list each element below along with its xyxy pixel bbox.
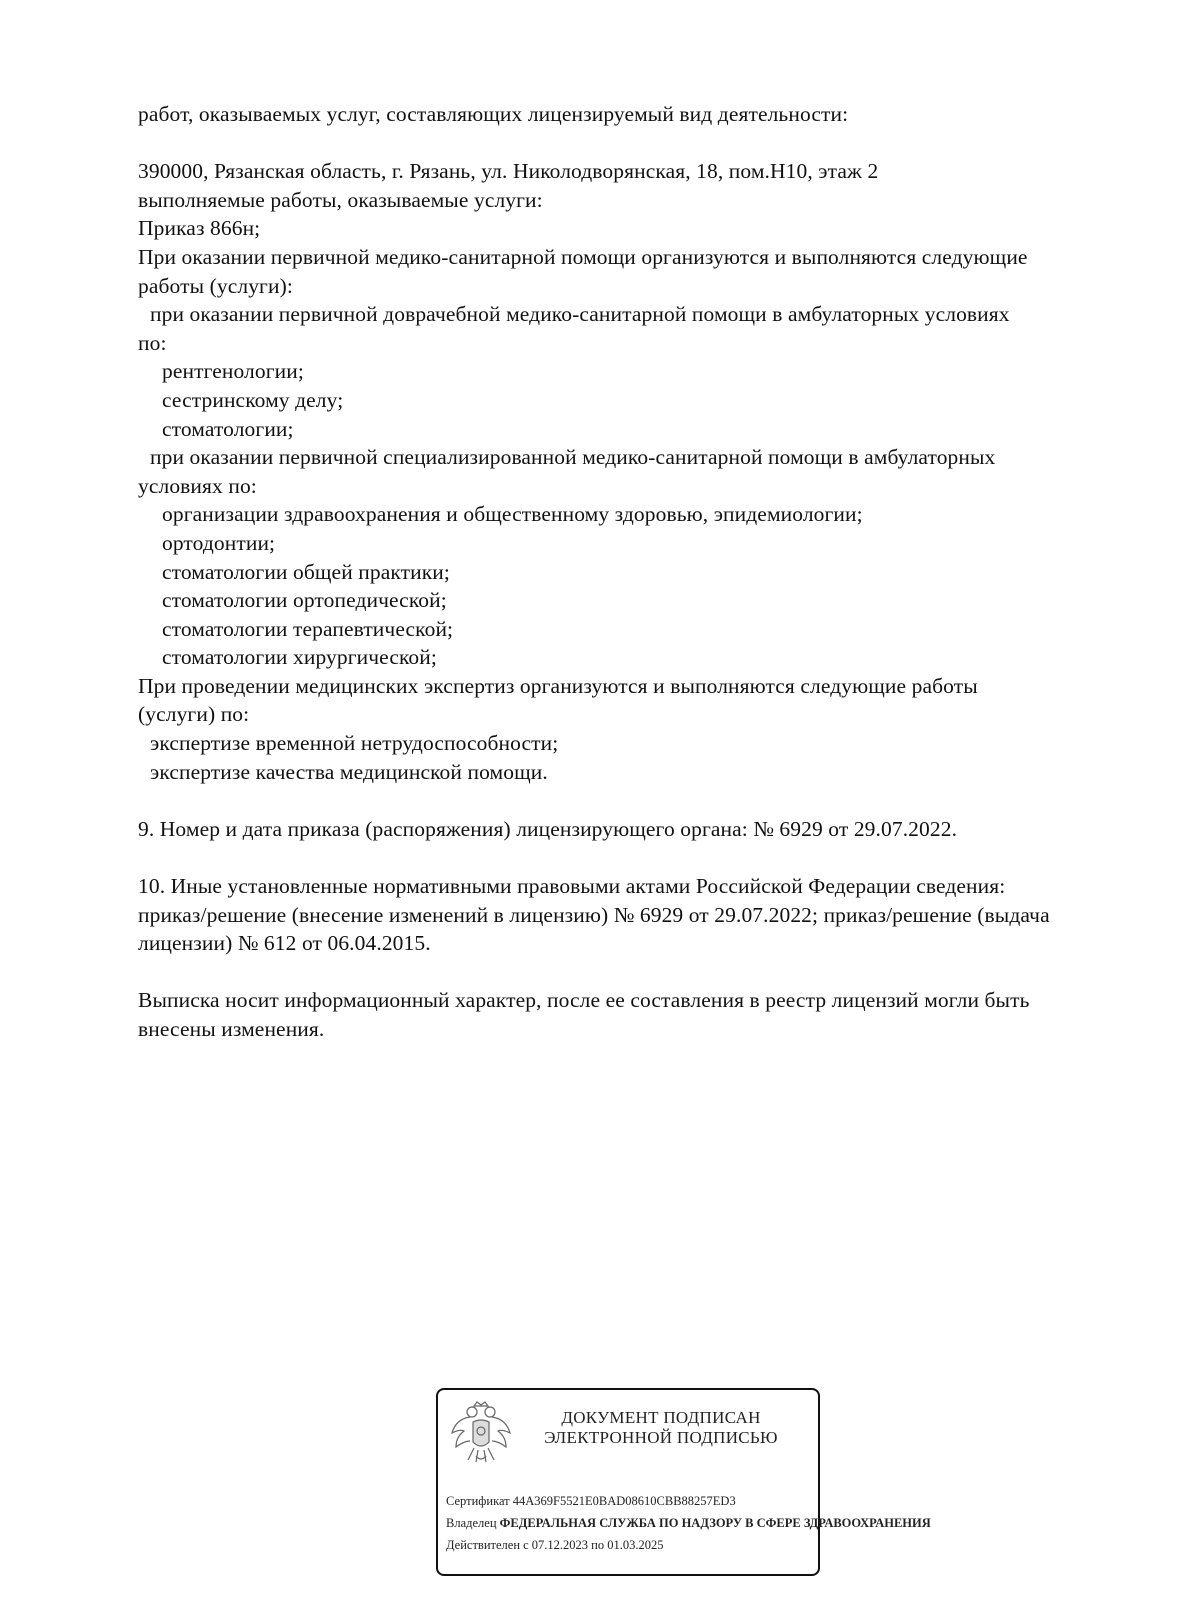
russian-coat-of-arms-icon <box>448 1398 514 1468</box>
document-line: условиях по: <box>138 473 257 498</box>
document-line: При проведении медицинских экспертиз организуются и выполняются следующие работы <box>138 673 978 698</box>
document-line: стоматологии терапевтической; <box>162 616 454 641</box>
owner-label: Владелец <box>446 1516 497 1530</box>
document-line: организации здравоохранения и общественному здоровью, эпидемиологии; <box>162 502 863 527</box>
certificate-label: Сертификат <box>446 1494 510 1508</box>
document-line: выполняемые работы, оказываемые услуги: <box>138 187 543 212</box>
document-line: сестринскому делу; <box>162 387 344 412</box>
document-line: Приказ 866н; <box>138 216 261 241</box>
stamp-title-line2: ЭЛЕКТРОННОЙ ПОДПИСЬЮ <box>544 1428 778 1447</box>
document-line: (услуги) по: <box>138 702 250 727</box>
document-line: при оказании первичной специализированной медико-санитарной помощи в амбулаторных <box>150 445 996 470</box>
document-line: стоматологии ортопедической; <box>162 588 447 613</box>
document-line: при оказании первичной доврачебной медико-санитарной помощи в амбулаторных условиях <box>150 302 1010 327</box>
document-line: по: <box>138 330 167 355</box>
document-line: рентгенологии; <box>162 359 304 384</box>
document-line: стоматологии; <box>162 416 294 441</box>
document-line: внесены изменения. <box>138 1017 325 1041</box>
certificate-value: 44A369F5521E0BAD08610CBB88257ED3 <box>512 1494 736 1508</box>
document-line: При оказании первичной медико-санитарной помощи организуются и выполняются следующие <box>138 244 1028 269</box>
blank-line <box>138 958 1128 987</box>
document-line: экспертизе временной нетрудоспособности; <box>150 731 559 756</box>
document-line: стоматологии хирургической; <box>162 645 437 670</box>
blank-line <box>138 129 1128 158</box>
document-line: 390000, Рязанская область, г. Рязань, ул. Николодворянская, 18, пом.Н10, этаж 2 <box>138 159 879 184</box>
document-line: ортодонтии; <box>162 530 276 555</box>
document-line: стоматологии общей практики; <box>162 559 450 584</box>
document-line: лицензии) № 612 от 06.04.2015. <box>138 931 431 956</box>
document-line: экспертизе качества медицинской помощи. <box>150 759 548 784</box>
document-body <box>138 100 1128 1044</box>
document-line: Выписка носит информационный характер, после ее составления в реестр лицензий могли быть <box>138 988 1030 1013</box>
blank-line <box>138 786 1128 815</box>
blank-line <box>138 843 1128 872</box>
document-line: работ, оказываемых услуг, составляющих лицензируемый вид деятельности: <box>138 102 849 126</box>
stamp-validity-row: Действителен с 07.12.2023 по 01.03.2025 <box>446 1538 664 1552</box>
stamp-certificate-row <box>446 1494 736 1509</box>
document-line: 9. Номер и дата приказа (распоряжения) лицензирующего органа: № 6929 от 29.07.2022. <box>138 816 958 841</box>
owner-value: ФЕДЕРАЛЬНАЯ СЛУЖБА ПО НАДЗОРУ В СФЕРЕ ЗДРАВООХРАНЕНИЯ <box>499 1516 931 1530</box>
stamp-owner-row <box>446 1516 931 1531</box>
electronic-signature-stamp <box>436 1388 931 1576</box>
stamp-title-line1: ДОКУМЕНТ ПОДПИСАН <box>561 1408 761 1427</box>
document-line: 10. Иные установленные нормативными правовыми актами Российской Федерации сведения: <box>138 874 1006 899</box>
document-line: приказ/решение (внесение изменений в лицензию) № 6929 от 29.07.2022; приказ/решение (выдача <box>138 902 1050 927</box>
document-line: работы (услуги): <box>138 273 293 298</box>
